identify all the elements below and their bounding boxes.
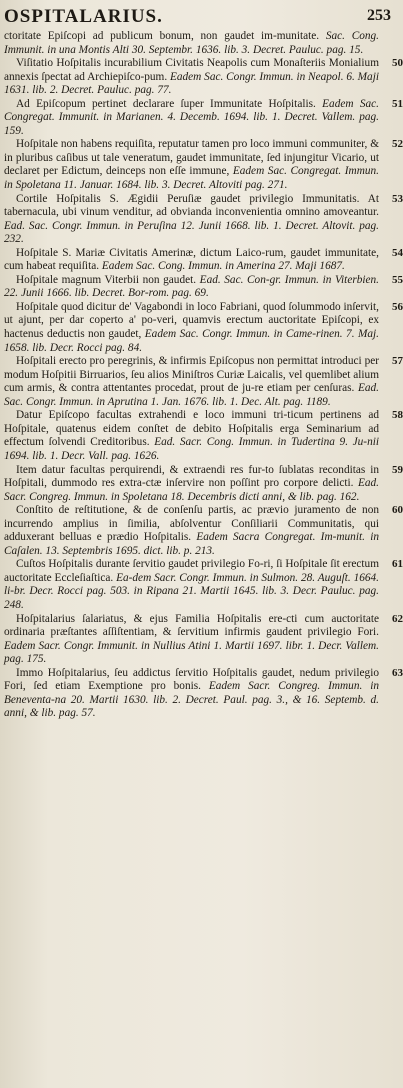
entry-text: Cuſtos Hoſpitalis durante ſervitio gaudet privilegio Fo-ri, ſi Hoſpitale ſit erectum auctoritate Eccleſiaſtica. bbox=[4, 558, 379, 584]
entry-paragraph bbox=[4, 246, 403, 274]
entry-text: Hoſpitale non habens requiſita, reputatur tamen pro loco immuni communiter, & in pluribus caſibus ut tale veneratum, gaudet immunitate, ſed injungitur Vicario, ut declaret per Edictum, deinceps non eſſe immune, bbox=[4, 138, 379, 178]
entry-text: Viſitatio Hoſpitalis incurabilium Civitatis Neapolis cum Monaſteriis Monialium annexis ſpectat ad Archiepiſco-pum. bbox=[4, 57, 379, 83]
entry-citation: Ea-dem Sacr. Congr. Immun. in Sulmon. 28. Auguſt. 1664. li-br. Decr. Rocci pag. 503. in Ripana 21. Martii 1645. lib. 3. Decr. Pauluc. pag. 248. bbox=[4, 571, 380, 611]
entry-text: Ad Epiſcopum pertinet declarare ſuper Immunitate Hoſpitalis. bbox=[16, 97, 323, 110]
entry-text: Hoſpitali erecto pro peregrinis, & infirmis Epiſcopus non permittat introduci per modum Hoſpitii Birruarios, ſeu alios Miniſtros Curiæ Laicalis, vel quemlibet alium cum armis, & contra attentantes procedat, prout de ju-re etiam per cenſuras. bbox=[4, 355, 379, 395]
entry-citation: Eadem Sacr. Congr. Immunit. in Nullius Atini 1. Martii 1697. libr. 1. Decr. Vallem. pag. 175. bbox=[4, 639, 379, 666]
entry-paragraph bbox=[4, 57, 403, 98]
entry-number: 52 bbox=[392, 138, 403, 151]
page-number: 253 bbox=[367, 7, 391, 24]
entry-paragraph bbox=[4, 138, 403, 192]
entry-number: 63 bbox=[392, 666, 403, 679]
entry-paragraph bbox=[4, 300, 403, 355]
entry-text: Hoſpitalarius ſalariatus, & ejus Familia Hoſpitalis ere-cti cum auctoritate ordinaria præſtantes aſſiſtentiam, & ſervitium infirmis gaudent privilegio Fori. bbox=[4, 612, 379, 639]
page-header bbox=[4, 4, 391, 30]
entry-paragraph bbox=[4, 463, 403, 505]
entry-paragraph bbox=[4, 192, 403, 247]
entry-text: ctoritate Epiſcopi ad publicum bonum, non gaudet im-munitate. bbox=[4, 30, 326, 42]
entry-number: 54 bbox=[392, 246, 403, 259]
entry-paragraph bbox=[4, 504, 403, 558]
entry-text: Cortile Hoſpitalis S. Ægidii Peruſiæ gaudet privilegio Immunitatis. At tabernacula, ubi vinum venditur, ad obvianda inconvenientia omnino amoveantur. bbox=[4, 192, 379, 219]
entry-paragraph bbox=[4, 409, 403, 463]
entry-number: 57 bbox=[392, 355, 403, 368]
entry-citation: Ead. Sac. Congr. Immun. in Peruſina 12. Junii 1668. lib. 1. Decret. Altovit. pag. 232. bbox=[4, 219, 379, 246]
entry-citation: Eadem Sac. Congregat. Immun. in Spoletana 11. Januar. 1684. lib. 3. Decret. Altoviti pag. 271. bbox=[4, 165, 379, 192]
entry-citation: Eadem Sac. Congr. Immun. in Came-rinen. 7. Maj. 1658. lib. Decr. Rocci pag. 84. bbox=[4, 328, 379, 354]
entry-text: Hoſpitale magnum Viterbii non gaudet. bbox=[16, 273, 200, 286]
entry-paragraph bbox=[4, 612, 403, 667]
entry-citation: Ead. Sacr. Congreg. Immun. in Spoletana 18. Decembris dicti anni, & lib. pag. 162. bbox=[4, 477, 379, 503]
entry-paragraph bbox=[4, 558, 403, 612]
running-head: OSPITALARIUS. bbox=[4, 6, 163, 27]
entry-text: Item datur facultas perquirendi, & extraendi res fur-to ſublatas reconditas in Hoſpitali, dummodo res extra-ctæ inſervire non poſſint pro corpore delicti. bbox=[4, 463, 379, 490]
entry-number: 61 bbox=[392, 558, 403, 571]
entry-number: 62 bbox=[392, 612, 403, 625]
entry-paragraph bbox=[4, 97, 403, 139]
entry-citation: Ead. Sac. Congr. Immun. in Aprutina 1. Jan. 1676. lib. 1. Dec. Alt. pag. 1189. bbox=[4, 382, 379, 408]
entry-text: Hoſpitale quod dicitur de' Vagabondi in loco Fabriani, quod ſolummodo inſervit, ut ajunt, per dar coperto a' po-veri, quamvis erectum auctoritate Epiſcopi, ex hactenus deductis non gaudet, bbox=[4, 300, 379, 341]
entry-citation: Eadem Sacra Congregat. Im-munit. in Caſalen. 13. Septembris 1695. dict. lib. p. 213. bbox=[4, 531, 379, 557]
entry-number: 59 bbox=[392, 463, 403, 476]
entry-number: 51 bbox=[392, 97, 403, 110]
entry-paragraph bbox=[4, 666, 403, 721]
entry-citation: Eadem Sac. Congr. Immun. in Neapol. 6. Maji 1631. lib. 2. Decret. Pauluc. pag. 77. bbox=[4, 70, 379, 97]
entry-number: 60 bbox=[392, 504, 403, 517]
entry-text: Datur Epiſcopo facultas extrahendi e loco immuni tri-ticum pertinens ad Hoſpitale, quatenus eidem conſtet de debito Hoſpitalis erga Seminarium ad effectum ſolvendi Creditoribus. bbox=[4, 409, 379, 449]
entry-number: 56 bbox=[392, 300, 403, 313]
entry-citation: Eadem Sacr. Congreg. Immun. in Beneventa-na 20. Martii 1630. lib. 2. Decret. Paul. pag. 3., & 16. Septemb. d. anni, & lib. pag. 57. bbox=[4, 680, 379, 720]
entry-citation: Ead. Sacr. Cong. Immun. in Tudertina 9. Ju-nii 1694. lib. 1. Decr. Vall. pag. 1626. bbox=[4, 436, 379, 462]
entry-citation: Sac. Cong. Immunit. in una Montis Alti 30. Septembr. 1636. lib. 3. Decret. Pauluc. pag. 15. bbox=[4, 30, 380, 56]
entry-citation: Eadem Sac. Cong. Immun. in Amerina 27. Maji 1687. bbox=[101, 260, 345, 273]
entry-number: 55 bbox=[392, 273, 403, 286]
entry-number: 58 bbox=[392, 409, 403, 422]
entry-citation: Eadem Sac. Congregat. Immunit. in Marianen. 4. Decemb. 1694. lib. 1. Decret. Vallem. pag. 159. bbox=[4, 97, 379, 137]
entry-paragraph bbox=[4, 355, 403, 409]
entries-column bbox=[4, 30, 403, 721]
entry-paragraph bbox=[4, 30, 379, 57]
entry-number: 53 bbox=[392, 192, 403, 205]
entry-citation: Ead. Sac. Con-gr. Immun. in Viterbien. 22. Junii 1666. lib. Decret. Bor-rom. pag. 69. bbox=[4, 273, 379, 300]
entry-text: Hoſpitale S. Mariæ Civitatis Amerinæ, dictum Laico-rum, gaudet immunitate, cum habeat requiſita. bbox=[4, 246, 379, 273]
entry-text: Conſtito de reſtitutione, & de conſenſu partis, ac prævio juramento de non incurrendo amplius in ſimilia, abſolventur Conſiliarii Communitatis, qui adduxerant belluas e prædio Hoſpitalis. bbox=[4, 504, 379, 544]
entry-number: 50 bbox=[392, 57, 403, 70]
entry-text: Immo Hoſpitalarius, ſeu addictus ſervitio Hoſpitalis gaudet, nedum privilegio Fori, ſed etiam Exemptione pro bonis. bbox=[4, 666, 379, 693]
entry-paragraph bbox=[4, 273, 403, 301]
